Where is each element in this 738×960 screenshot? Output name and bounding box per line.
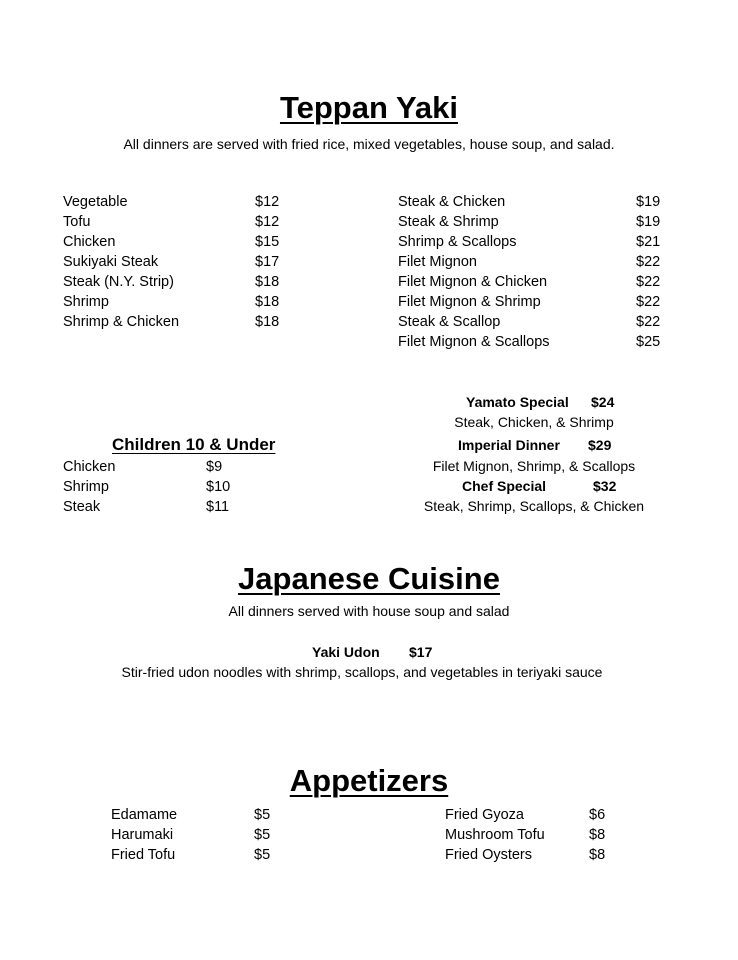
menu-item xyxy=(63,252,323,272)
item-price: $5 xyxy=(254,827,271,843)
menu-item xyxy=(445,845,645,865)
item-price: $22 xyxy=(636,274,661,290)
item-price: $21 xyxy=(636,234,661,250)
item-price: $22 xyxy=(636,314,661,330)
item-name: Filet Mignon & Chicken xyxy=(398,274,548,290)
menu-item xyxy=(398,252,678,272)
menu-item xyxy=(111,805,311,825)
menu-item xyxy=(63,272,323,292)
item-price: $17 xyxy=(255,254,280,270)
item-price: $18 xyxy=(255,274,280,290)
menu-item xyxy=(63,232,323,252)
item-name: Shrimp & Scallops xyxy=(398,234,517,250)
menu-item xyxy=(63,497,283,517)
japanese-title: Japanese Cuisine xyxy=(238,561,500,596)
special-heading xyxy=(398,476,670,496)
item-name: Tofu xyxy=(63,214,91,230)
item-price: $12 xyxy=(255,194,280,210)
menu-item xyxy=(63,477,283,497)
menu-item xyxy=(111,825,311,845)
item-name: Shrimp xyxy=(63,294,109,310)
special-price: $24 xyxy=(591,394,615,410)
item-price: $10 xyxy=(206,479,231,495)
menu-item xyxy=(398,212,678,232)
special-name: Imperial Dinner xyxy=(458,437,560,453)
special-name: Yamato Special xyxy=(466,394,569,410)
item-name: Shrimp & Chicken xyxy=(63,314,180,330)
item-name: Steak & Shrimp xyxy=(398,214,499,230)
menu-item xyxy=(398,232,678,252)
item-price: $9 xyxy=(206,459,223,475)
item-name: Steak xyxy=(63,499,101,515)
menu-item xyxy=(111,845,311,865)
menu-item xyxy=(445,805,645,825)
item-price: $12 xyxy=(255,214,280,230)
teppan-subtitle: All dinners are served with fried rice, mixed vegetables, house soup, and salad. xyxy=(123,136,615,152)
item-name: Fried Tofu xyxy=(111,847,176,863)
item-price: $11 xyxy=(206,499,230,515)
menu-item xyxy=(398,332,678,352)
teppan-title: Teppan Yaki xyxy=(279,90,459,125)
teppan-left-list xyxy=(63,192,323,332)
appetizers-left-list xyxy=(111,805,311,865)
special-desc: Steak, Chicken, & Shrimp xyxy=(454,414,614,430)
item-price: $5 xyxy=(254,847,271,863)
item-name: Shrimp xyxy=(63,479,109,495)
item-name: Chicken xyxy=(63,234,116,250)
yaki-udon-name: Yaki Udon xyxy=(312,644,380,660)
item-price: $19 xyxy=(636,214,661,230)
specials xyxy=(398,392,670,516)
menu-item xyxy=(398,312,678,332)
appetizers-right-list xyxy=(445,805,645,865)
menu-item xyxy=(63,292,323,312)
menu-item xyxy=(398,292,678,312)
item-price: $8 xyxy=(589,847,606,863)
special-heading xyxy=(398,392,670,412)
item-name: Steak & Scallop xyxy=(398,314,501,330)
teppan-right-list xyxy=(398,192,678,352)
special-heading xyxy=(398,435,670,456)
item-name: Filet Mignon xyxy=(398,254,477,270)
menu-item xyxy=(445,825,645,845)
item-name: Sukiyaki Steak xyxy=(63,254,159,270)
item-price: $8 xyxy=(589,827,606,843)
item-price: $22 xyxy=(636,294,661,310)
menu-item xyxy=(63,457,283,477)
children-list xyxy=(63,457,283,517)
item-name: Fried Gyoza xyxy=(445,807,524,823)
special-desc: Filet Mignon, Shrimp, & Scallops xyxy=(432,458,636,474)
item-price: $15 xyxy=(255,234,280,250)
item-name: Steak (N.Y. Strip) xyxy=(63,274,174,290)
appetizers-title: Appetizers xyxy=(289,763,449,798)
special-price: $29 xyxy=(588,437,612,453)
menu-item xyxy=(63,212,323,232)
yaki-udon-price: $17 xyxy=(409,644,433,660)
item-name: Filet Mignon & Shrimp xyxy=(398,294,541,310)
item-name: Fried Oysters xyxy=(445,847,533,863)
item-price: $22 xyxy=(636,254,661,270)
item-name: Steak & Chicken xyxy=(398,194,506,210)
menu-item xyxy=(398,272,678,292)
item-name: Vegetable xyxy=(63,194,128,210)
item-price: $18 xyxy=(255,314,280,330)
japanese-subtitle: All dinners served with house soup and salad xyxy=(228,603,510,619)
menu-item xyxy=(63,312,323,332)
item-price: $18 xyxy=(255,294,280,310)
special-desc: Steak, Shrimp, Scallops, & Chicken xyxy=(423,498,645,514)
item-name: Chicken xyxy=(63,459,116,475)
menu-item xyxy=(63,192,323,212)
item-price: $19 xyxy=(636,194,661,210)
item-name: Harumaki xyxy=(111,827,174,843)
item-name: Filet Mignon & Scallops xyxy=(398,334,550,350)
item-name: Edamame xyxy=(111,807,178,823)
special-price: $32 xyxy=(593,478,617,494)
special-name: Chef Special xyxy=(462,478,547,494)
children-title: Children 10 & Under xyxy=(112,435,276,454)
item-name: Mushroom Tofu xyxy=(445,827,545,843)
menu-item xyxy=(398,192,678,212)
item-price: $5 xyxy=(254,807,271,823)
item-price: $25 xyxy=(636,334,661,350)
yaki-udon-desc: Stir-fried udon noodles with shrimp, scallops, and vegetables in teriyaki sauce xyxy=(121,664,603,680)
item-price: $6 xyxy=(589,807,606,823)
